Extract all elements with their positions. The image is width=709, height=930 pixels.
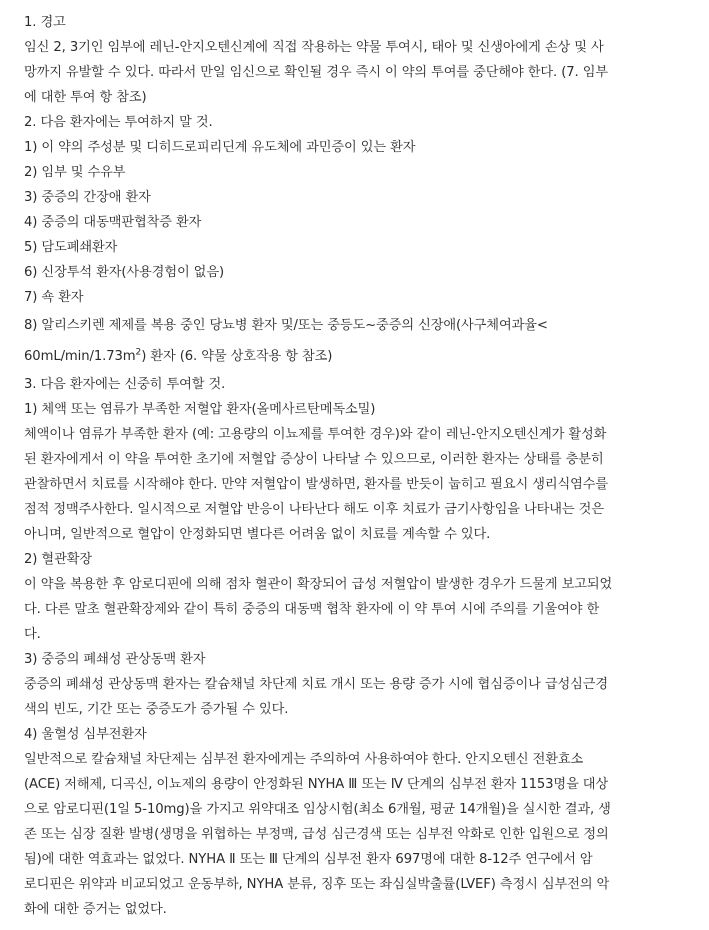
paragraph-line: 됨)에 대한 역효과는 없었다. NYHA Ⅱ 또는 Ⅲ 단계의 심부전 환자 697명에 대한 8-12주 연구에서 암: [24, 852, 593, 867]
list-item: 7) 쇽 환자: [24, 290, 84, 305]
paragraph-line: 아니며, 일반적으로 혈압이 안정화되면 별다른 어려움 없이 치료를 계속할 수 있다.: [24, 527, 491, 542]
paragraph-line: 이 약을 복용한 후 암로디핀에 의해 점차 혈관이 확장되어 급성 저혈압이 발생한 경우가 드물게 보고되었: [24, 577, 613, 592]
paragraph-line: 임신 2, 3기인 임부에 레닌-안지오텐신계에 직접 작용하는 약물 투여시, 태아 및 신생아에게 손상 및 사: [24, 40, 604, 55]
paragraph-line: 다.: [24, 627, 41, 642]
paragraph-line: (ACE) 저해제, 디곡신, 이뇨제의 용량이 안정화된 NYHA Ⅲ 또는 Ⅳ 단계의 심부전 환자 1153명을 대상: [24, 777, 609, 792]
paragraph-line: 관찰하면서 치료를 시작해야 한다. 만약 저혈압이 발생하면, 환자를 반듯이 눕히고 필요시 생리식염수를: [24, 477, 609, 492]
paragraph-line: 화에 대한 증거는 없었다.: [24, 902, 167, 917]
paragraph-line: 으로 암로디핀(1일 5-10mg)을 가지고 위약대조 임상시험(최소 6개월, 평균 14개월)을 실시한 결과, 생: [24, 802, 611, 817]
subsection-heading: 2) 혈관확장: [24, 552, 92, 567]
subsection-heading: 3) 중증의 폐쇄성 관상동맥 환자: [24, 652, 206, 667]
list-item: 3) 중증의 간장애 환자: [24, 190, 151, 205]
list-item: 1) 이 약의 주성분 및 디히드로피리딘계 유도체에 과민증이 있는 환자: [24, 140, 416, 155]
section-1-heading: 1. 경고: [24, 15, 66, 30]
list-item: 4) 중증의 대동맥판협착증 환자: [24, 215, 202, 230]
list-item: 2) 임부 및 수유부: [24, 165, 126, 180]
list-item: 6) 신장투석 환자(사용경험이 없음): [24, 265, 225, 280]
paragraph-line: 다. 다른 말초 혈관확장제와 같이 특히 중증의 대동맥 협착 환자에 이 약 투여 시에 주의를 기울여야 한: [24, 602, 600, 617]
superscript: 2: [135, 347, 142, 358]
paragraph-line: 로디핀은 위약과 비교되었고 운동부하, NYHA 분류, 징후 또는 좌심실박출률(LVEF) 측정시 심부전의 악: [24, 877, 610, 892]
paragraph-line: 망까지 유발할 수 있다. 따라서 만일 임신으로 확인될 경우 즉시 이 약의 투여를 중단해야 한다. (7. 임부: [24, 65, 609, 80]
subsection-heading: 1) 체액 또는 염류가 부족한 저혈압 환자(올메사르탄메독소밀): [24, 402, 376, 417]
subsection-heading: 4) 울혈성 심부전환자: [24, 727, 147, 742]
gfr-unit-suffix: ) 환자 (6. 약물 상호작용 항 참조): [141, 349, 333, 364]
paragraph-line: 존 또는 심장 질환 발병(생명을 위협하는 부정맥, 급성 심근경색 또는 심부전 악화로 인한 입원으로 정의: [24, 827, 609, 842]
paragraph-line: 중증의 폐쇄성 관상동맥 환자는 칼슘채널 차단제 치료 개시 또는 용량 증가 시에 협심증이나 급성심근경: [24, 677, 609, 692]
section-3-heading: 3. 다음 환자에는 신중히 투여할 것.: [24, 377, 226, 392]
paragraph-line: 에 대한 투여 항 참조): [24, 90, 147, 105]
paragraph-line: 색의 빈도, 기간 또는 중증도가 증가될 수 있다.: [24, 702, 289, 717]
gfr-unit-text: 60mL/min/1.73m: [24, 349, 136, 364]
list-item: 8) 알리스키렌 제제를 복용 중인 당뇨병 환자 및/또는 중등도~중증의 신장애(사구체여과율<: [24, 318, 548, 333]
paragraph-line: 체액이나 염류가 부족한 환자 (예: 고용량의 이뇨제를 투여한 경우)와 같이 레닌-안지오텐신계가 활성화: [24, 427, 607, 442]
section-2-heading: 2. 다음 환자에는 투여하지 말 것.: [24, 115, 213, 130]
list-item: 5) 담도폐쇄환자: [24, 240, 118, 255]
list-item-continuation: [24, 341, 691, 372]
paragraph-line: 점적 정맥주사한다. 일시적으로 저혈압 반응이 나타난다 해도 이후 치료가 금기사항임을 나타내는 것은: [24, 502, 604, 517]
paragraph-line: 된 환자에게서 이 약을 투여한 초기에 저혈압 증상이 나타날 수 있으므로, 이러한 환자는 상태를 충분히: [24, 452, 604, 467]
paragraph-line: 일반적으로 칼슘채널 차단제는 심부전 환자에게는 주의하여 사용하여야 한다. 안지오텐신 전환효소: [24, 752, 584, 767]
